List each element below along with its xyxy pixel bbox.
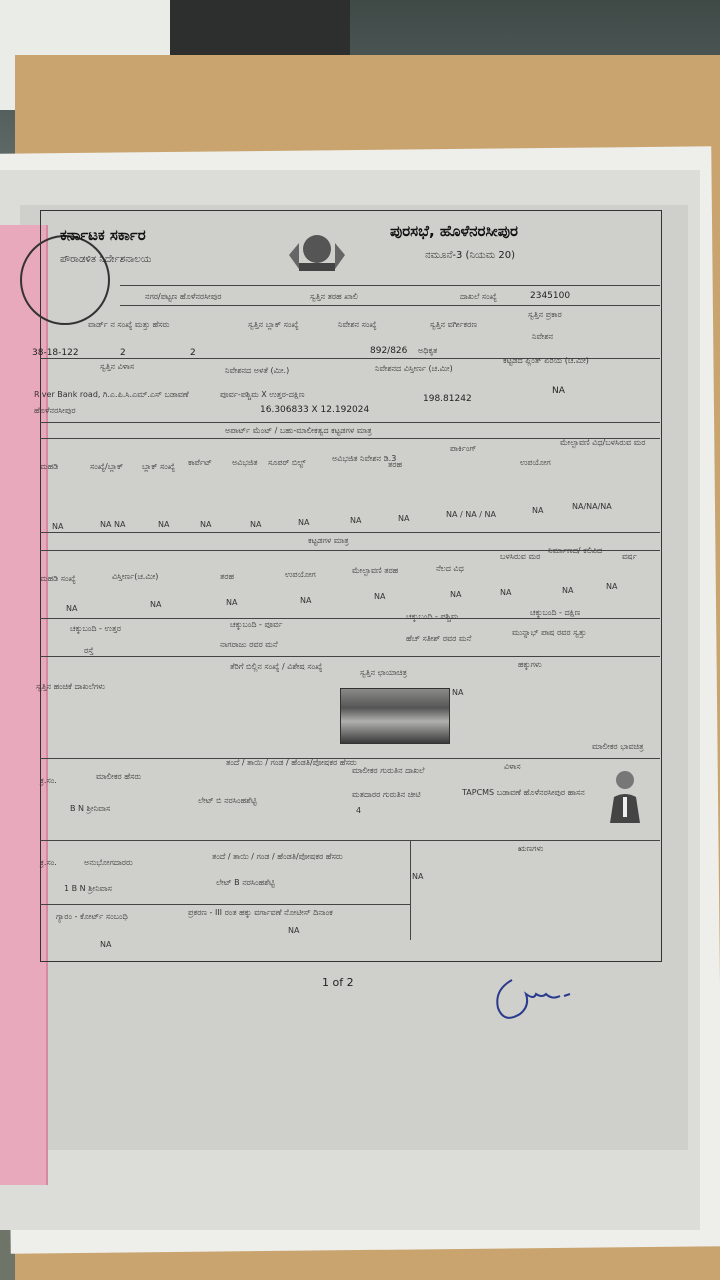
survey-value: 892/826 xyxy=(370,346,408,356)
loan-label: ಗ್ಯಾರಂ - ಕೋರ್ಟ್ ಸಂಬಂಧಿ xyxy=(56,912,128,921)
heir-father: ಲೇಟ್ B ನರಸಿಂಹಶೆಟ್ಟಿ xyxy=(216,878,275,887)
address-value: River Bank road, ಗಿ.ಎ.ಪಿ.ಸಿ.ಎಮ್.ಎಸ್ ಬಡಾವಣೆ xyxy=(34,390,189,399)
boundary-east-value: ನಾಗರಾಜು ರವರ ಮನೆ xyxy=(220,640,278,649)
tax-label: ತೆರಿಗೆ ಬಿಲ್ಲಿನ ಸಂಖ್ಯೆ / ವಿಶೇಷ ಸಂಖ್ಯೆ xyxy=(230,662,323,671)
property-type: ಸ್ವತ್ತಿನ ತರಹ ಖಾಲಿ xyxy=(310,292,358,301)
apt-col-usage: ಉಪಯೋಗ xyxy=(520,458,551,467)
boundary-west-value: ಹೆಚ್ ಸತೀಶ್ ರವರ ಮನೆ xyxy=(406,634,472,643)
apt-col-unit: ಸಂಖ್ಯೆ/ಬ್ಲಾಕ್ xyxy=(90,462,124,471)
loan-value: NA xyxy=(100,940,112,949)
bld-col-wood: ಬಳಸಿರುವ ಮರ xyxy=(500,552,541,561)
block-value: 2 xyxy=(190,348,196,358)
heir-name-label: ಅನುಭೋಗದಾರರು xyxy=(84,858,133,867)
site-area-label: ನಿವೇಶನದ ವಿಸ್ತೀರ್ಣ (ಚ.ಮೀ) xyxy=(375,364,453,373)
notice-label: ಪ್ರಕರಣ - III ರಂತ ಹಕ್ಕು ವರ್ಗಾವಣೆ ನೋಟೀಸ್ ದಿನಾಂಕ xyxy=(188,908,333,917)
owner-father-label: ತಂದೆ / ತಾಯಿ / ಗಂಡ / ಹೆಂಡತಿ/ಪೋಷಕರ ಹೆಸರು xyxy=(226,758,357,767)
owner-photo-label: ಮಾಲೀಕರ ಭಾವಚಿತ್ರ xyxy=(592,742,644,751)
owner-id-value: ಮತದಾರರ ಗುರುತಿನ ಚೀಟಿ xyxy=(352,790,421,799)
bld-val-roof: NA xyxy=(374,592,386,601)
heir-rights-label: ಋಣಗಳು xyxy=(518,844,544,853)
apt-val-carpet: NA xyxy=(200,520,212,529)
bld-col-floor-type: ನೆಲದ ವಿಧ xyxy=(436,564,464,573)
apt-val-block: NA xyxy=(158,520,170,529)
property-photo xyxy=(340,688,450,744)
survey-label: ನಿವೇಶನ ಸಂಖ್ಯೆ xyxy=(338,320,377,329)
bld-col-construction: ನಿರ್ಮಾಣದ/ ಕಲಿವಿದ xyxy=(548,546,603,555)
apt-val-type: NA xyxy=(398,514,410,523)
boundary-south-value: ಮುನ್ನಾಭ್ ಪಾಷ ರವರ ಸ್ವತ್ತು xyxy=(512,628,587,637)
bld-val-wood: NA xyxy=(500,588,512,597)
town-label: ನಗರ/ಪಟ್ಟಣ ಹೊಳೆನರಸೀಪುರ xyxy=(145,292,222,301)
signature-icon xyxy=(490,960,580,1030)
heir-row: 1 B N ಶ್ರೀನಿವಾಸ xyxy=(64,884,112,893)
built-area-label: ಕಟ್ಟಡದ ಪ್ಲಿಂತ್ ಏರಿಯ (ಚ.ಮೀ) xyxy=(503,356,589,365)
bld-col-year: ವರ್ಷ xyxy=(622,552,637,561)
photo-na: NA xyxy=(452,688,464,697)
apt-val-parking: NA / NA / NA xyxy=(446,510,496,519)
apartment-section-title: ಅಪಾರ್ಟ್ ಮೆಂಟ್ / ಬಹು-ಮಾಲೀಕತ್ವದ ಕಟ್ಟಡಗಳ ಮಾತ್ರ xyxy=(225,426,372,435)
office-seal-stamp xyxy=(20,235,110,325)
boundary-south-label: ಚಕ್ಕುಬಂದಿ - ದಕ್ಷಿಣ xyxy=(530,608,581,617)
apt-val-super: NA xyxy=(298,518,310,527)
apt-col-roof: ಮೇಲ್ಛಾವಣಿ ವಿಧ/ಬಳಸಿರುವ ಮರ xyxy=(560,438,646,447)
address-town: ಹೊಳೆನರಸೀಪುರ xyxy=(34,406,76,415)
docs-label: ಸ್ವತ್ತಿನ ಹಂಚಿಕೆ ದಾಖಲೆಗಳು xyxy=(36,682,106,691)
block-label: ಸ್ವತ್ತಿನ ಬ್ಲಾಕ್ ಸಂಖ್ಯೆ xyxy=(248,320,299,329)
form-number: ನಮೂನೆ-3 (ನಿಯಮ 20) xyxy=(425,250,516,261)
owner-address-label: ವಿಳಾಸ xyxy=(504,762,521,771)
bld-col-floor: ಮಹಡಿ ಸಂಖ್ಯೆ xyxy=(40,574,76,583)
apt-val-unit: NA NA xyxy=(100,520,126,529)
built-area-value: NA xyxy=(552,386,565,396)
bld-col-usage: ಉಪಯೋಗ xyxy=(285,570,316,579)
apt-col-carpet: ಕಾರ್ಪೆಟ್ xyxy=(188,458,212,467)
state-emblem-icon xyxy=(285,225,349,281)
ward-value: 2 xyxy=(120,348,126,358)
site-area-value: 198.81242 xyxy=(423,394,472,404)
address-label: ಸ್ವತ್ತಿನ ವಿಳಾಸ xyxy=(100,362,135,371)
govt-title: ಕರ್ನಾಟಕ ಸರ್ಕಾರ xyxy=(60,226,146,244)
heir-father-label: ತಂದೆ / ತಾಯಿ / ಗಂಡ / ಹೆಂಡತಿ/ಪೋಷಕರ ಹೆಸರು xyxy=(212,852,343,861)
photo-label: ಸ್ವತ್ತಿನ ಛಾಯಾಚಿತ್ರ xyxy=(360,668,407,677)
apt-col-parking: ಪಾರ್ಕಿಂಗ್ xyxy=(450,444,477,453)
bld-val-type: NA xyxy=(226,598,238,607)
owner-photo-icon xyxy=(608,765,642,825)
apt-col-block: ಬ್ಲಾಕ್ ಸಂಖ್ಯೆ xyxy=(142,462,176,471)
heir-rights: NA xyxy=(412,872,424,881)
apt-val-site: NA xyxy=(350,516,362,525)
owner-no-label: ಕ್ರ.ಸಂ. xyxy=(40,776,57,785)
apt-col-undivided: ಅವಿಭಜಿತ xyxy=(232,458,258,467)
bld-val-floor: NA xyxy=(66,604,78,613)
owner-father: ಲೇಟ್ ಬಿ ನರಸಿಂಹಶೆಟ್ಟಿ xyxy=(198,796,257,805)
boundary-north-value: ರಸ್ತೆ xyxy=(84,646,94,655)
property-id: 38-18-122 xyxy=(32,348,79,358)
building-section-title: ಕಟ್ಟಡಗಳ ಮಾತ್ರ xyxy=(308,536,349,545)
owner-name: B N ಶ್ರೀನಿವಾಸ xyxy=(70,804,111,813)
heir-no-label: ಕ್ರ.ಸಂ. xyxy=(40,858,57,867)
bld-val-year: NA xyxy=(606,582,618,591)
bld-col-type: ತರಹ xyxy=(220,572,235,581)
apt-col-type: ತರಹ xyxy=(388,460,403,469)
page-number: 1 of 2 xyxy=(322,976,354,989)
boundary-west-label: ಚಕ್ಕುಬಂದಿ - ಪಶ್ಚಿಮ xyxy=(406,612,459,621)
bld-val-floor-type: NA xyxy=(450,590,462,599)
boundary-north-label: ಚಕ್ಕುಬಂದಿ - ಉತ್ತರ xyxy=(70,624,122,633)
record-no: 2345100 xyxy=(530,291,571,301)
site-dimension-label: ನಿವೇಶನದ ಅಳತೆ (ಮೀ.) xyxy=(225,366,290,375)
bld-col-roof: ಮೇಲ್ಛಾವಣಿ ತರಹ xyxy=(352,566,399,575)
apt-col-site: ಅವಿಭಜಿತ ನಿವೇಶನ ಡಿ.3 xyxy=(332,454,397,463)
kind-value: ನಿವೇಶನ xyxy=(532,332,554,341)
apt-val-roof: NA/NA/NA xyxy=(572,502,612,511)
apt-val-usage: NA xyxy=(532,506,544,515)
record-no-label: ದಾಖಲೆ ಸಂಖ್ಯೆ xyxy=(460,292,497,301)
owner-name-label: ಮಾಲೀಕರ ಹೆಸರು xyxy=(96,772,142,781)
bld-col-area: ವಿಸ್ತೀರ್ಣ(ಚ.ಮೀ) xyxy=(112,572,159,581)
category-label: ಸ್ವತ್ತಿನ ವರ್ಗೀಕರಣ xyxy=(430,320,478,329)
bld-val-area: NA xyxy=(150,600,162,609)
apt-val-floor: NA xyxy=(52,522,64,531)
directorate-title: ಪೌರಾಡಳಿತ ನಿರ್ದೇಶನಾಲಯ xyxy=(60,254,152,265)
apt-col-floor: ಮಹಡಿ xyxy=(40,462,59,471)
rights-label: ಹಕ್ಕುಗಳು xyxy=(518,660,542,669)
ward-label: ವಾರ್ಡ್ ನ ಸಂಖ್ಯೆ ಮತ್ತು ಹೆಸರು xyxy=(88,320,170,329)
owner-address: TAPCMS ಬಡಾವಣೆ ಹೊಳೆನರಸೀಪುರ ಹಾಸನ xyxy=(462,788,585,797)
bld-val-construction: NA xyxy=(562,586,574,595)
apt-col-super: ಸೂಪರ್ ಬಿಲ್ಟ್ xyxy=(268,458,306,467)
coordinates-label: ಪೂರ್ವ-ಪಶ್ಚಿಮ X ಉತ್ತರ-ದಕ್ಷಿಣ xyxy=(220,390,305,399)
owner-id-number: 4 xyxy=(356,806,362,815)
category-value: ಅಧಿಕೃತ xyxy=(418,346,438,355)
apt-val-undivided: NA xyxy=(250,520,262,529)
owner-id-label: ಮಾಲೀಕರ ಗುರುತಿನ ದಾಖಲೆ xyxy=(352,766,425,775)
boundary-east-label: ಚಕ್ಕುಬಂದಿ - ಪೂರ್ವ xyxy=(230,620,283,629)
coordinates-value: 16.306833 X 12.192024 xyxy=(260,405,370,415)
bld-val-usage: NA xyxy=(300,596,312,605)
office-title: ಪುರಸಭೆ, ಹೊಳೆನರಸೀಪುರ xyxy=(390,222,518,240)
notice-value: NA xyxy=(288,926,300,935)
kind-label: ಸ್ವತ್ತಿನ ಪ್ರಕಾರ xyxy=(528,310,562,319)
